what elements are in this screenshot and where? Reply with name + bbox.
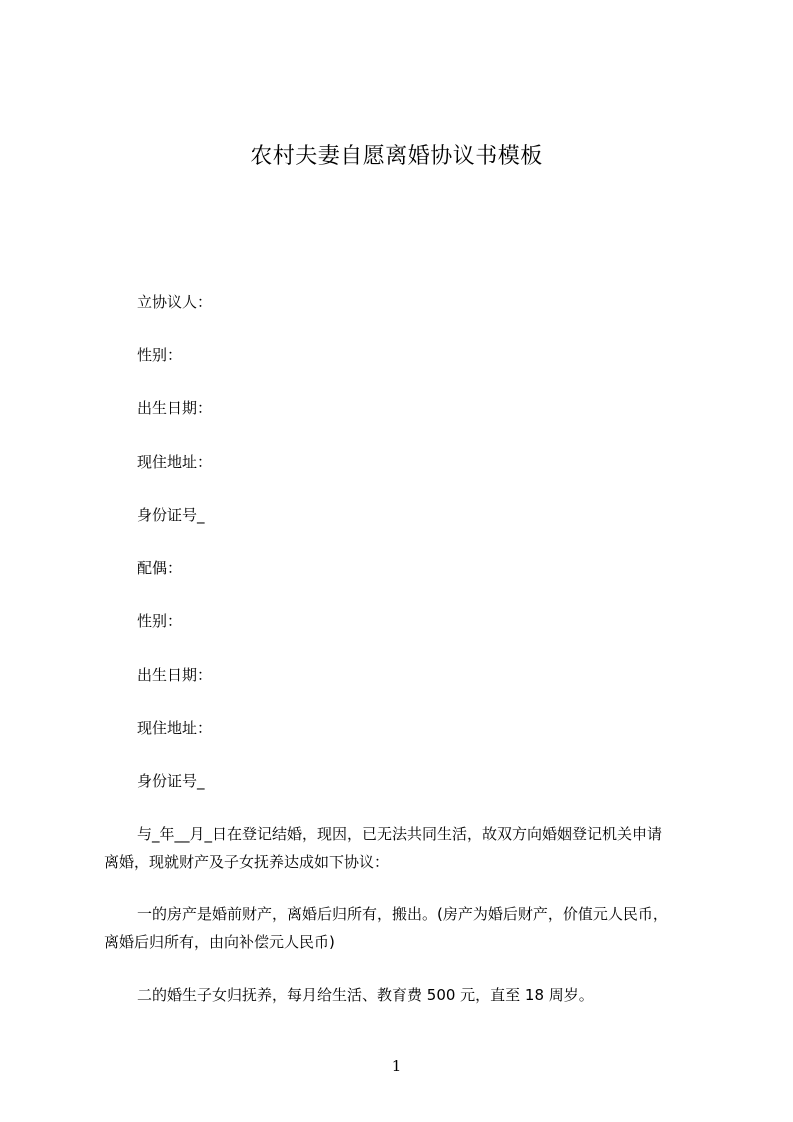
- spouse-address-label: 现住地址：: [137, 719, 213, 737]
- party-one-id-label: 身份证号_: [137, 506, 205, 524]
- party-one-address-label: 现住地址：: [137, 453, 213, 471]
- clause-two-line-1: 二的婚生子女归抚养，每月给生活、教育费 500 元，直至 18 周岁。: [137, 986, 594, 1004]
- intro-line-2: 离婚，现就财产及子女抚养达成如下协议：: [104, 853, 390, 871]
- party-one-birthdate-label: 出生日期：: [137, 399, 213, 417]
- clause-one-line-1: 一的房产是婚前财产，离婚后归所有，搬出。(房产为婚后财产，价值元人民币，: [137, 905, 668, 923]
- spouse-birthdate-label: 出生日期：: [137, 666, 213, 684]
- party-one-name-label: 立协议人：: [137, 293, 213, 311]
- spouse-gender-label: 性别：: [137, 612, 183, 630]
- clause-one-line-2: 离婚后归所有，由向补偿元人民币): [104, 933, 335, 951]
- spouse-label: 配偶：: [137, 559, 183, 577]
- spouse-id-label: 身份证号_: [137, 772, 205, 790]
- intro-line-1: 与_年__月_日在登记结婚，现因，已无法共同生活，故双方向婚姻登记机关申请: [137, 825, 663, 843]
- party-one-gender-label: 性别：: [137, 346, 183, 364]
- intro-paragraph: [104, 820, 704, 876]
- document-title: 农村夫妻自愿离婚协议书模板: [250, 144, 543, 169]
- page-number: 1: [391, 1057, 402, 1075]
- clause-two-paragraph: [104, 981, 704, 1009]
- clause-one-paragraph: [104, 900, 704, 956]
